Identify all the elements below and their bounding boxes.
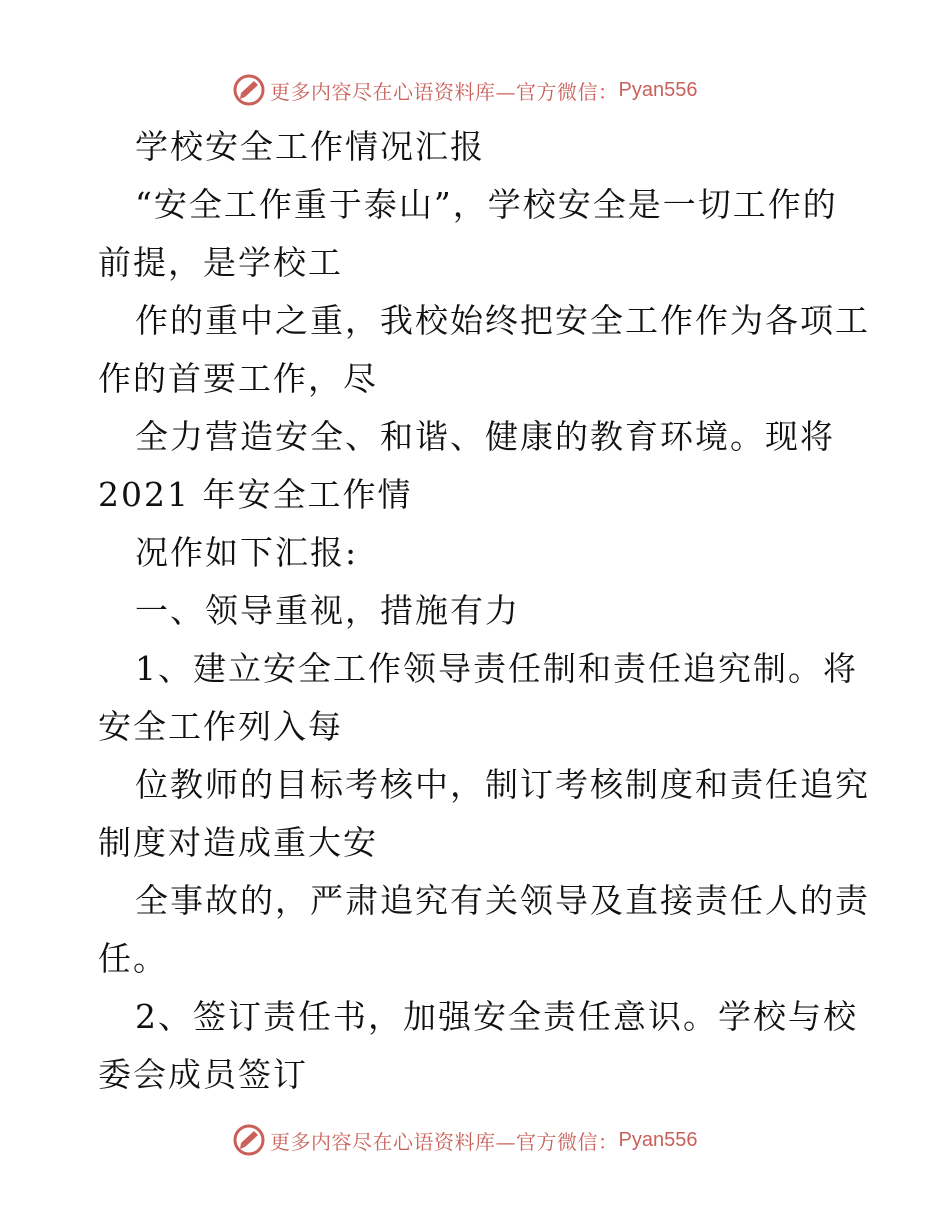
text-line: 况作如下汇报: bbox=[135, 533, 359, 572]
text-line: 全事故的，严肃追究有关领导及直接责任人的责 bbox=[135, 881, 870, 920]
text-line: 安全工作列入每 bbox=[98, 707, 343, 746]
text-line: “安全工作重于泰山”，学校安全是一切工作的 bbox=[135, 185, 838, 224]
text-line: 作的首要工作，尽 bbox=[98, 359, 378, 398]
watermark-logo-icon bbox=[232, 73, 266, 107]
watermark-wechat-id: Pyan556 bbox=[618, 1128, 698, 1151]
watermark-logo-icon bbox=[232, 1123, 266, 1157]
text-line: 前提，是学校工 bbox=[98, 243, 343, 282]
text-line: 全力营造安全、和谐、健康的教育环境。现将 bbox=[135, 417, 835, 456]
section-heading: 一、领导重视，措施有力 bbox=[135, 591, 520, 630]
watermark-wechat-id: Pyan556 bbox=[618, 78, 698, 101]
text-line: 位教师的目标考核中，制订考核制度和责任追究 bbox=[135, 765, 870, 804]
header-watermark bbox=[232, 70, 697, 110]
text-line: 2、签订责任书，加强安全责任意识。学校与校 bbox=[135, 997, 858, 1036]
document-title: 学校安全工作情况汇报 bbox=[135, 127, 485, 166]
watermark-text: 更多内容尽在心语资料库—官方微信： bbox=[270, 79, 619, 104]
text-line: 1、建立安全工作领导责任制和责任追究制。将 bbox=[135, 649, 858, 688]
document-body bbox=[98, 118, 870, 1104]
text-line: 作的重中之重，我校始终把安全工作作为各项工 bbox=[135, 301, 870, 340]
text-line: 任。 bbox=[98, 939, 168, 978]
text-line: 制度对造成重大安 bbox=[98, 823, 378, 862]
watermark-text: 更多内容尽在心语资料库—官方微信： bbox=[270, 1129, 619, 1154]
text-line: 2021 年安全工作情 bbox=[98, 475, 413, 514]
text-line: 委会成员签订 bbox=[98, 1055, 308, 1094]
footer-watermark bbox=[232, 1120, 697, 1160]
